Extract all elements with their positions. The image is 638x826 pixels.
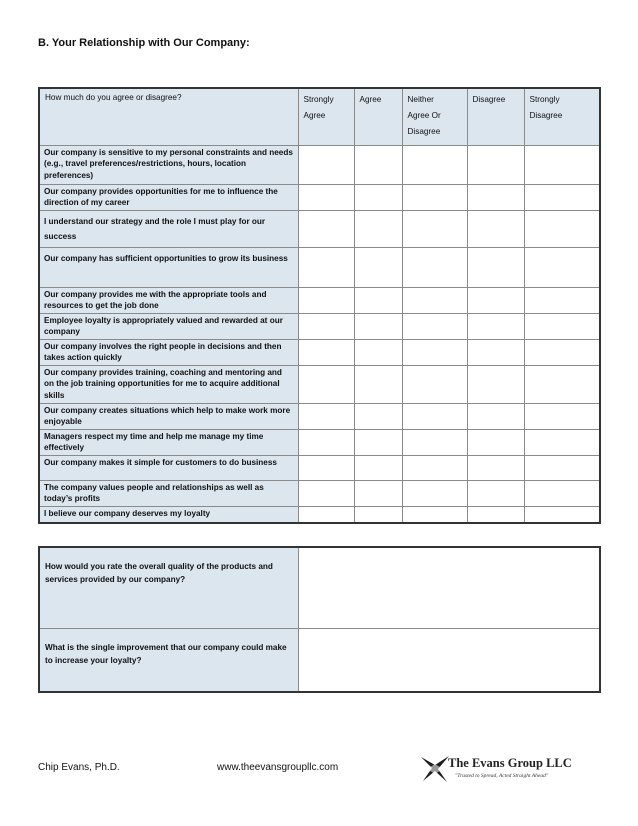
response-cell-strongly-agree[interactable] [298, 247, 354, 287]
response-cell-disagree[interactable] [467, 339, 524, 365]
response-cell-agree[interactable] [354, 145, 402, 184]
answer-box-improvement[interactable] [298, 628, 600, 692]
response-cell-strongly-disagree[interactable] [524, 429, 600, 455]
table-row [39, 339, 600, 365]
response-cell-strongly-agree[interactable] [298, 145, 354, 184]
table-row [39, 210, 600, 247]
table-row [39, 287, 600, 313]
response-cell-strongly-agree[interactable] [298, 184, 354, 210]
statement-text: Our company involves the right people in decisions and then takes action quickly [39, 339, 298, 365]
response-cell-strongly-agree[interactable] [298, 455, 354, 480]
open-question-row [39, 547, 600, 628]
response-cell-strongly-disagree[interactable] [524, 403, 600, 429]
logo-name: The Evans Group LLC [448, 756, 572, 770]
response-cell-strongly-agree[interactable] [298, 403, 354, 429]
response-cell-disagree[interactable] [467, 403, 524, 429]
response-cell-neither[interactable] [402, 455, 467, 480]
response-cell-strongly-disagree[interactable] [524, 365, 600, 403]
response-cell-disagree[interactable] [467, 145, 524, 184]
open-question-quality: How would you rate the overall quality of the products and services provided by our company? [39, 547, 298, 628]
table-row [39, 365, 600, 403]
statement-text: Our company provides me with the appropriate tools and resources to get the job done [39, 287, 298, 313]
table-row [39, 247, 600, 287]
response-cell-strongly-disagree[interactable] [524, 145, 600, 184]
response-cell-agree[interactable] [354, 247, 402, 287]
table-row [39, 184, 600, 210]
statement-text: I believe our company deserves my loyalty [39, 506, 298, 523]
statement-text: Our company provides opportunities for me to influence the direction of my career [39, 184, 298, 210]
agreement-survey-table [38, 87, 601, 524]
statement-text: Our company creates situations which help to make work more enjoyable [39, 403, 298, 429]
statement-text: Our company provides training, coaching and mentoring and on the job training opportunities for me to acquire additional skills [39, 365, 298, 403]
table-row [39, 145, 600, 184]
response-cell-agree[interactable] [354, 506, 402, 523]
table-header-row [39, 88, 600, 145]
statement-text: Managers respect my time and help me manage my time effectively [39, 429, 298, 455]
response-cell-disagree[interactable] [467, 287, 524, 313]
response-cell-strongly-disagree[interactable] [524, 247, 600, 287]
response-cell-agree[interactable] [354, 287, 402, 313]
open-question-improvement: What is the single improvement that our company could make to increase your loyalty? [39, 628, 298, 692]
response-cell-agree[interactable] [354, 480, 402, 506]
table-row [39, 480, 600, 506]
scale-strongly-agree: Strongly Agree [298, 88, 354, 145]
response-cell-disagree[interactable] [467, 210, 524, 247]
response-cell-agree[interactable] [354, 365, 402, 403]
statement-text: Our company is sensitive to my personal constraints and needs (e.g., travel preferences/restrictions, hours, location preferences) [39, 145, 298, 184]
statement-text: Our company makes it simple for customers to do business [39, 455, 298, 480]
answer-box-quality[interactable] [298, 547, 600, 628]
response-cell-disagree[interactable] [467, 455, 524, 480]
response-cell-disagree[interactable] [467, 313, 524, 339]
statement-text: Employee loyalty is appropriately valued and rewarded at our company [39, 313, 298, 339]
statement-text: The company values people and relationships as well as today’s profits [39, 480, 298, 506]
response-cell-strongly-agree[interactable] [298, 365, 354, 403]
response-cell-neither[interactable] [402, 145, 467, 184]
statement-text: Our company has sufficient opportunities to grow its business [39, 247, 298, 287]
response-cell-disagree[interactable] [467, 480, 524, 506]
response-cell-neither[interactable] [402, 506, 467, 523]
section-title: B. Your Relationship with Our Company: [38, 37, 250, 49]
star-x-logo-icon [418, 752, 452, 786]
response-cell-strongly-agree[interactable] [298, 210, 354, 247]
response-cell-disagree[interactable] [467, 247, 524, 287]
footer-author: Chip Evans, Ph.D. [38, 762, 120, 773]
table-row [39, 403, 600, 429]
statement-text: I understand our strategy and the role I must play for our success [39, 210, 298, 247]
response-cell-neither[interactable] [402, 210, 467, 247]
company-logo [418, 752, 578, 786]
open-question-row [39, 628, 600, 692]
open-questions-table [38, 546, 601, 693]
response-cell-disagree[interactable] [467, 429, 524, 455]
response-cell-neither[interactable] [402, 480, 467, 506]
response-cell-strongly-agree[interactable] [298, 313, 354, 339]
scale-strongly-disagree: Strongly Disagree [524, 88, 600, 145]
response-cell-strongly-agree[interactable] [298, 287, 354, 313]
response-cell-neither[interactable] [402, 247, 467, 287]
response-cell-neither[interactable] [402, 287, 467, 313]
scale-neither: Neither Agree Or Disagree [402, 88, 467, 145]
question-header: How much do you agree or disagree? [39, 88, 298, 145]
response-cell-agree[interactable] [354, 429, 402, 455]
response-cell-neither[interactable] [402, 365, 467, 403]
response-cell-agree[interactable] [354, 455, 402, 480]
table-row [39, 506, 600, 523]
logo-tagline: "Trusted to Spread, Acted Straight Ahead" [455, 773, 549, 779]
response-cell-agree[interactable] [354, 313, 402, 339]
table-row [39, 455, 600, 480]
response-cell-neither[interactable] [402, 184, 467, 210]
response-cell-strongly-disagree[interactable] [524, 455, 600, 480]
response-cell-disagree[interactable] [467, 365, 524, 403]
response-cell-strongly-disagree[interactable] [524, 184, 600, 210]
response-cell-strongly-agree[interactable] [298, 429, 354, 455]
response-cell-strongly-disagree[interactable] [524, 480, 600, 506]
response-cell-strongly-disagree[interactable] [524, 339, 600, 365]
response-cell-agree[interactable] [354, 184, 402, 210]
scale-agree: Agree [354, 88, 402, 145]
footer-website[interactable]: www.theevansgroupllc.com [217, 762, 339, 773]
scale-disagree: Disagree [467, 88, 524, 145]
table-row [39, 429, 600, 455]
response-cell-agree[interactable] [354, 210, 402, 247]
response-cell-strongly-disagree[interactable] [524, 506, 600, 523]
response-cell-strongly-agree[interactable] [298, 506, 354, 523]
response-cell-agree[interactable] [354, 403, 402, 429]
response-cell-strongly-disagree[interactable] [524, 313, 600, 339]
response-cell-neither[interactable] [402, 403, 467, 429]
response-cell-strongly-disagree[interactable] [524, 287, 600, 313]
table-row [39, 313, 600, 339]
response-cell-strongly-disagree[interactable] [524, 210, 600, 247]
response-cell-neither[interactable] [402, 429, 467, 455]
response-cell-strongly-agree[interactable] [298, 339, 354, 365]
response-cell-disagree[interactable] [467, 184, 524, 210]
response-cell-strongly-agree[interactable] [298, 480, 354, 506]
response-cell-neither[interactable] [402, 339, 467, 365]
response-cell-neither[interactable] [402, 313, 467, 339]
response-cell-agree[interactable] [354, 339, 402, 365]
response-cell-disagree[interactable] [467, 506, 524, 523]
